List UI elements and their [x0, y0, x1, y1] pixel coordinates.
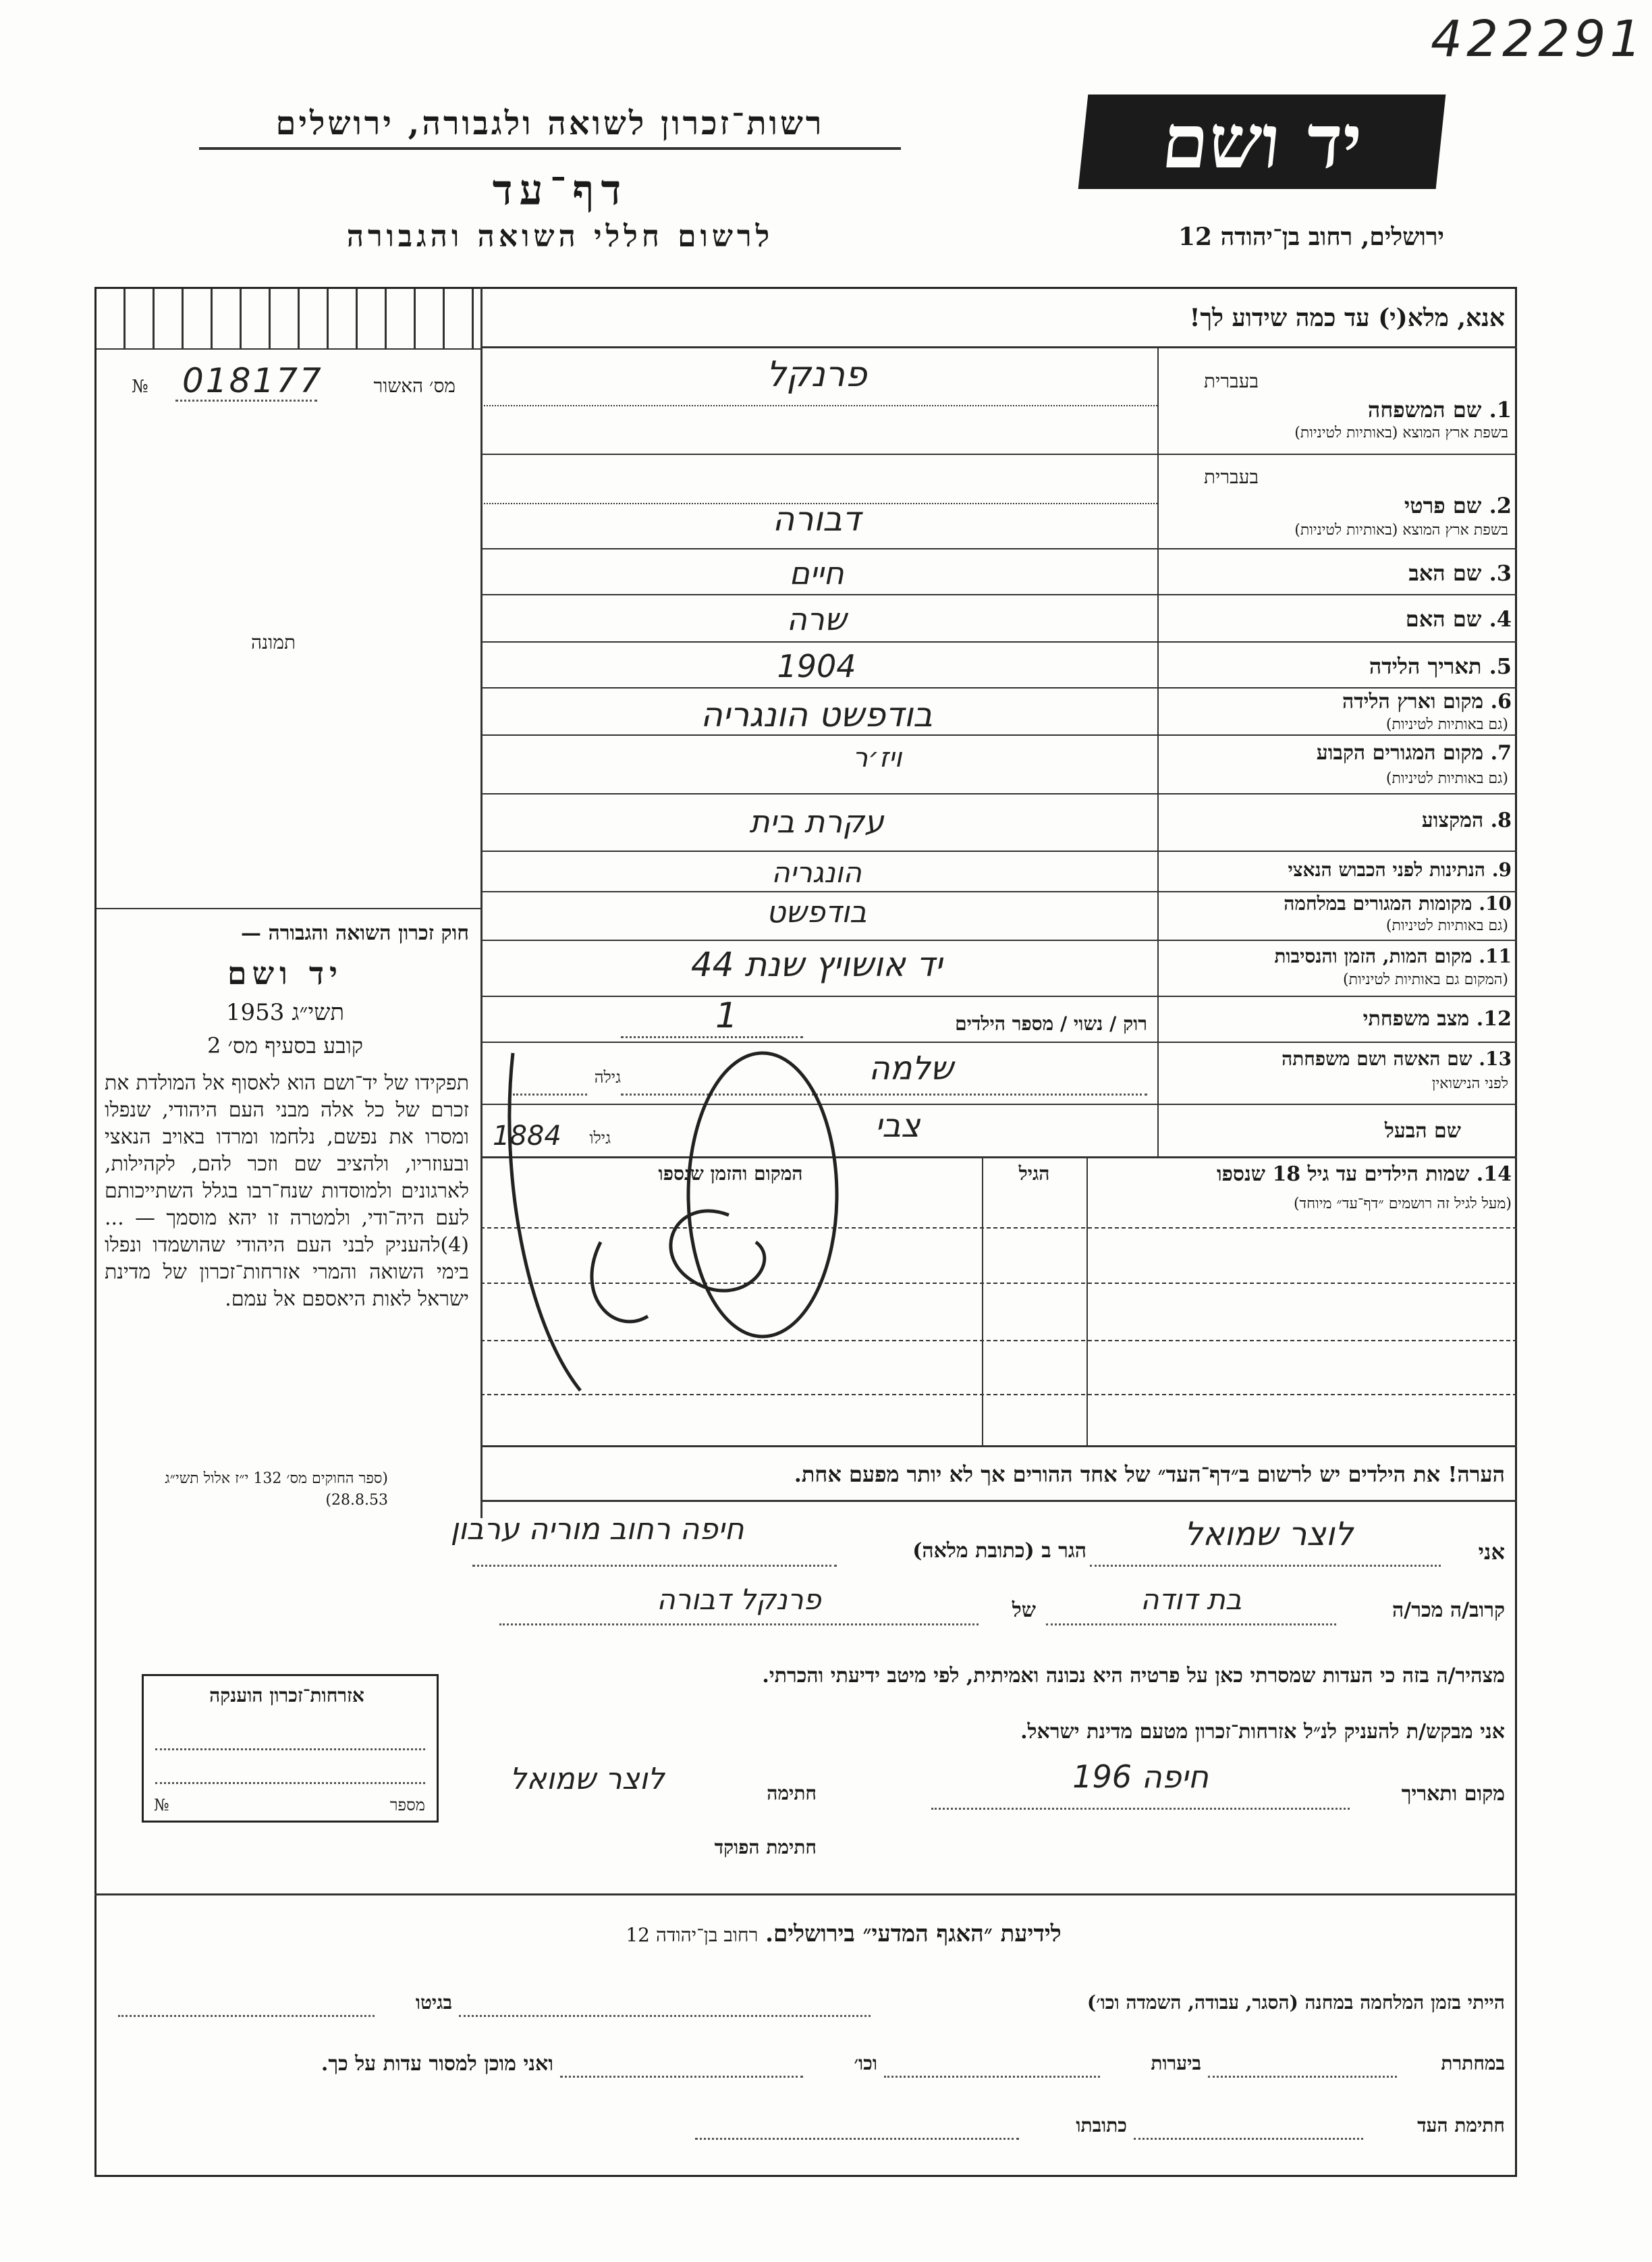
place-date-label: מקום ותאריך — [1401, 1782, 1505, 1806]
authority-title: רשות־זכרון לשואה ולגבורה, ירושלים — [275, 105, 825, 142]
bottom-forests: ביערות — [1151, 2052, 1201, 2074]
note-text: הערה! את הילדים יש לרשום ב״דף־העד״ של אחד ההורים אך לא יותר מפעם אחת. — [794, 1461, 1505, 1487]
field-11-sub: (המקום גם באותיות לטיניות) — [1343, 971, 1508, 988]
field-10-value: בודפשט — [766, 895, 867, 930]
approval-number-line — [175, 400, 317, 402]
marital-status-line — [621, 1036, 803, 1038]
number-barcode-strip — [97, 289, 480, 348]
top-instruction: אנא, מלא(י) עד כמה שידוע לך! — [1189, 304, 1505, 332]
declaration-request: אני מבקש/ת להעניק לנ״ל אזרחות־זכרון מטעם מדינת ישראל. — [1020, 1720, 1505, 1744]
signature-value: לוצר שמואל — [510, 1762, 665, 1796]
field-1-number: 1. — [1489, 397, 1512, 423]
field-2-value: דבורה — [772, 500, 861, 539]
field-4-number: 4. — [1489, 606, 1512, 632]
law-text: תפקידו של יד־ושם הוא לאסוף אל המולדת את זכרם של כל אלה מבני העם היהודי, שנפלו ומסרו את נפשם, נלחמו ומרדו באויב הנאצי ובעוזריו, ולהציב שם וזכר להם, לקהילות, לארגונים ולמוסדות שנח־רבו בגלל השתייכותם לעם היה־ודי, ולמטרה זו יהא מוסמך — ...(4)להעניק לבני העם היהודי שהושמדו ונפלו בימי השואה והמרי אזרחות־זכרון של מדינת ישראל לאות היאספם אל עמם. — [105, 1071, 469, 1311]
note-bottom — [480, 1500, 1517, 1502]
field-13-number: 13. — [1479, 1048, 1512, 1070]
field-12-number: 12. — [1476, 1007, 1512, 1031]
field-11-name: מקום המות, הזמן והנסיבות — [1274, 945, 1472, 967]
certificate-title: אזרחות־זכרון הוענקה — [209, 1684, 364, 1706]
field-2-sub-hebrew: בעברית — [1203, 466, 1259, 488]
children-col-age: הגיל — [1018, 1162, 1050, 1185]
field-11-label — [1164, 945, 1512, 968]
bottom-underground-fill — [1208, 2076, 1397, 2078]
field-11-number: 11. — [1479, 945, 1512, 967]
row-rule — [480, 687, 1517, 689]
certificate-line-1 — [155, 1748, 425, 1750]
row-rule — [480, 641, 1517, 643]
field-1-sub-latin: בשפת ארץ המוצא (באותיות לטיניות) — [1294, 425, 1508, 441]
row-rule — [480, 793, 1517, 795]
bottom-title-row — [472, 1920, 1215, 1947]
place-date-line — [931, 1808, 1350, 1810]
field-5-value: 1904 — [777, 648, 856, 684]
row-rule — [480, 548, 1517, 549]
field-9-label — [1164, 859, 1512, 882]
field-3-name: שם האב — [1408, 560, 1482, 586]
field-13-value: שלמה — [869, 1050, 954, 1087]
field-2-label — [1164, 493, 1512, 518]
children-title: שמות הילדים עד גיל 18 שנספו — [1216, 1162, 1470, 1186]
law-name: יד ושם — [227, 955, 343, 992]
cancellation-stamp — [472, 1040, 1012, 1418]
declaration-residing-label: הגר ב (כתובת מלאה) — [912, 1539, 1086, 1563]
field-7-label — [1164, 741, 1512, 765]
law-title: חוק זכרון השואה והגבורה — — [241, 921, 469, 945]
officer-signature-label: חתימת הפוקד — [714, 1836, 817, 1858]
husband-age-value: 1884 — [493, 1121, 561, 1152]
wife-age-label: גילה — [594, 1068, 621, 1087]
bottom-line-1: הייתי בזמן המלחמה במחנה (הסגר, עבודה, השמדה וכו׳) — [1086, 1991, 1505, 2014]
approval-number-label: מס׳ האשור — [373, 375, 456, 397]
field-12-name: מצב משפחתי — [1362, 1007, 1470, 1031]
field-13-label — [1164, 1048, 1512, 1071]
certificate-number-prefix: № — [154, 1796, 169, 1814]
declaration-of-label: של — [1012, 1598, 1036, 1622]
bottom-ghetto-fill — [118, 2015, 375, 2017]
law-clause: קובע בסעיף מס׳ 2 — [207, 1033, 363, 1058]
declaration-relation-label: קרוב/ה מכר/ה — [1392, 1598, 1505, 1622]
field-6-label — [1164, 690, 1512, 713]
field-4-name: שם האם — [1405, 606, 1482, 632]
declaration-address-value: חיפה רחוב מוריה ערבון — [450, 1512, 744, 1546]
field-5-number: 5. — [1489, 653, 1512, 679]
row-rule — [480, 996, 1517, 997]
field-7-sub: (גם באותיות לטיניות) — [1385, 770, 1508, 787]
law-year: תשי״ג 1953 — [225, 999, 345, 1026]
field-6-sub: (גם באותיות לטיניות) — [1385, 716, 1508, 733]
certificate-number-label: מספר — [389, 1796, 425, 1814]
marital-status-labels: רוק / נשוי / מספר הילדים — [955, 1013, 1147, 1035]
signature-label: חתימה — [767, 1782, 817, 1804]
row-rule — [480, 405, 1157, 406]
bottom-etc: וכו׳ — [854, 2052, 877, 2074]
bottom-underground: במחתרת — [1441, 2052, 1505, 2074]
authority-underline — [199, 147, 901, 150]
photo-label: תמונה — [250, 631, 296, 653]
husband-name-value: צבי — [875, 1107, 920, 1145]
place-date-value: חיפה 196 — [1072, 1758, 1209, 1795]
field-1-sub-hebrew: בעברית — [1203, 370, 1259, 392]
number-prefix: № — [132, 377, 148, 397]
declaration-i-label: אני — [1478, 1539, 1505, 1565]
field-10-number: 10. — [1479, 892, 1512, 915]
archive-number: 422291 — [1431, 10, 1646, 68]
declaration-relation-line — [1046, 1623, 1336, 1625]
declaration-name-line — [1090, 1565, 1441, 1567]
children-table-bottom — [480, 1445, 1517, 1447]
bottom-section-rule — [94, 1893, 1517, 1895]
bottom-title: לידיעת ״האגף המדעי״ בירושלים. — [765, 1920, 1062, 1947]
field-4-label — [1164, 606, 1512, 632]
children-count-value: 1 — [715, 996, 738, 1036]
field-10-label — [1164, 892, 1512, 915]
law-reference: (ספר החוקים מס׳ 132 י״ז אלול תשי״ג 28.8.53) — [165, 1470, 388, 1509]
form-title: דף־עד — [492, 165, 628, 215]
field-7-value: ויז׳ר — [852, 743, 902, 774]
declaration-of-line — [499, 1623, 979, 1625]
children-col-place: המקום והזמן שנספו — [658, 1162, 803, 1185]
field-13-name: שם האשה ושם משפחתה — [1282, 1048, 1472, 1070]
field-8-label — [1164, 809, 1512, 832]
field-3-label — [1164, 560, 1512, 586]
field-5-name: תאריך הלידה — [1369, 653, 1482, 679]
row-rule — [480, 594, 1517, 595]
husband-age-label: גילו — [589, 1129, 611, 1148]
children-sublabel: (מעל לגיל זה רושמים ״דף־עד״ מיוחד) — [1293, 1195, 1512, 1212]
yad-vashem-logo: יד ושם — [1078, 95, 1446, 189]
field-12-label — [1164, 1007, 1512, 1031]
field-8-value: עקרת בית — [749, 803, 884, 840]
declaration-name-value: לוצר שמואל — [1184, 1515, 1354, 1553]
bottom-witness-fill — [1134, 2138, 1363, 2140]
top-instruction-rule — [480, 346, 1517, 348]
field-8-number: 8. — [1490, 809, 1512, 832]
field-9-number: 9. — [1491, 859, 1512, 881]
field-3-value: חיים — [789, 555, 844, 591]
field-4-value: שרה — [786, 601, 847, 637]
field-2-number: 2. — [1489, 493, 1512, 518]
husband-name-label: שם הבעל — [1384, 1119, 1461, 1143]
bottom-ghetto: בגיטו — [415, 1991, 452, 2014]
bottom-address: רחוב בן־יהודה 12 — [626, 1924, 759, 1946]
barcode-strip-rule — [97, 348, 480, 350]
label-column-divider — [1157, 346, 1159, 1156]
bottom-testimony: ואני מוכן למסור עדות על כך. — [321, 2052, 553, 2076]
field-5-label — [1164, 653, 1512, 679]
form-subtitle: לרשום חללי השואה והגבורה — [346, 219, 774, 254]
row-rule — [480, 734, 1517, 736]
field-3-number: 3. — [1489, 560, 1512, 586]
declaration-relation-value: בת דודה — [1140, 1583, 1242, 1616]
field-2-name: שם פרטי — [1404, 493, 1482, 518]
bottom-line-1-fill — [459, 2015, 871, 2017]
field-1-name: שם המשפחה — [1367, 397, 1482, 423]
field-6-value: בודפשט הונגריה — [700, 695, 933, 734]
declaration-of-value: פרנקל דבורה — [657, 1583, 821, 1616]
row-rule — [480, 940, 1517, 941]
field-2-sub-latin: בשפת ארץ המוצא (באותיות לטיניות) — [1294, 522, 1508, 539]
field-10-name: מקומות המגורים במלחמה — [1284, 892, 1472, 915]
field-1-label — [1164, 397, 1512, 423]
field-7-number: 7. — [1490, 741, 1512, 765]
field-10-sub: (גם באותיות לטיניות) — [1385, 917, 1508, 934]
approval-number: 018177 — [182, 361, 323, 400]
bottom-forests-fill — [884, 2076, 1100, 2078]
field-9-value: הונגריה — [771, 856, 862, 889]
note-left-edge — [480, 1445, 482, 1500]
field-7-name: מקום המגורים הקבוע — [1316, 741, 1484, 765]
bottom-witness-signature: חתימת העד — [1417, 2114, 1505, 2136]
certificate-line-2 — [155, 1782, 425, 1784]
field-13-sub: לפני הנישואין — [1431, 1075, 1508, 1092]
row-rule — [480, 454, 1517, 455]
field-8-name: המקצוע — [1421, 809, 1484, 832]
row-rule — [480, 851, 1517, 852]
declaration-address-line — [472, 1565, 837, 1567]
photo-area-bottom — [97, 908, 480, 909]
bottom-etc-fill — [560, 2076, 803, 2078]
field-6-number: 6. — [1490, 690, 1512, 713]
field-1-value: פרנקל — [766, 354, 867, 395]
children-label — [1093, 1162, 1512, 1186]
bottom-witness-address: כתובתו — [1076, 2114, 1127, 2136]
declaration-statement: מצהיר/ה בזה כי העדות שמסרתי כאן על פרטיה היא נכונה ואמיתית, לפי מיטב ידיעתי והכרתי. — [762, 1664, 1505, 1688]
field-9-name: הנתינות לפני הכבוש הנאצי — [1288, 859, 1486, 881]
address: ירושלים, רחוב בן־יהודה 12 — [1178, 223, 1444, 251]
children-number: 14. — [1476, 1162, 1512, 1186]
field-6-name: מקום וארץ הלידה — [1342, 690, 1484, 713]
bottom-witness-address-fill — [695, 2138, 1019, 2140]
children-col-divider-1 — [1086, 1156, 1088, 1445]
field-11-value: יד אושויץ שנת 44 — [690, 945, 943, 984]
